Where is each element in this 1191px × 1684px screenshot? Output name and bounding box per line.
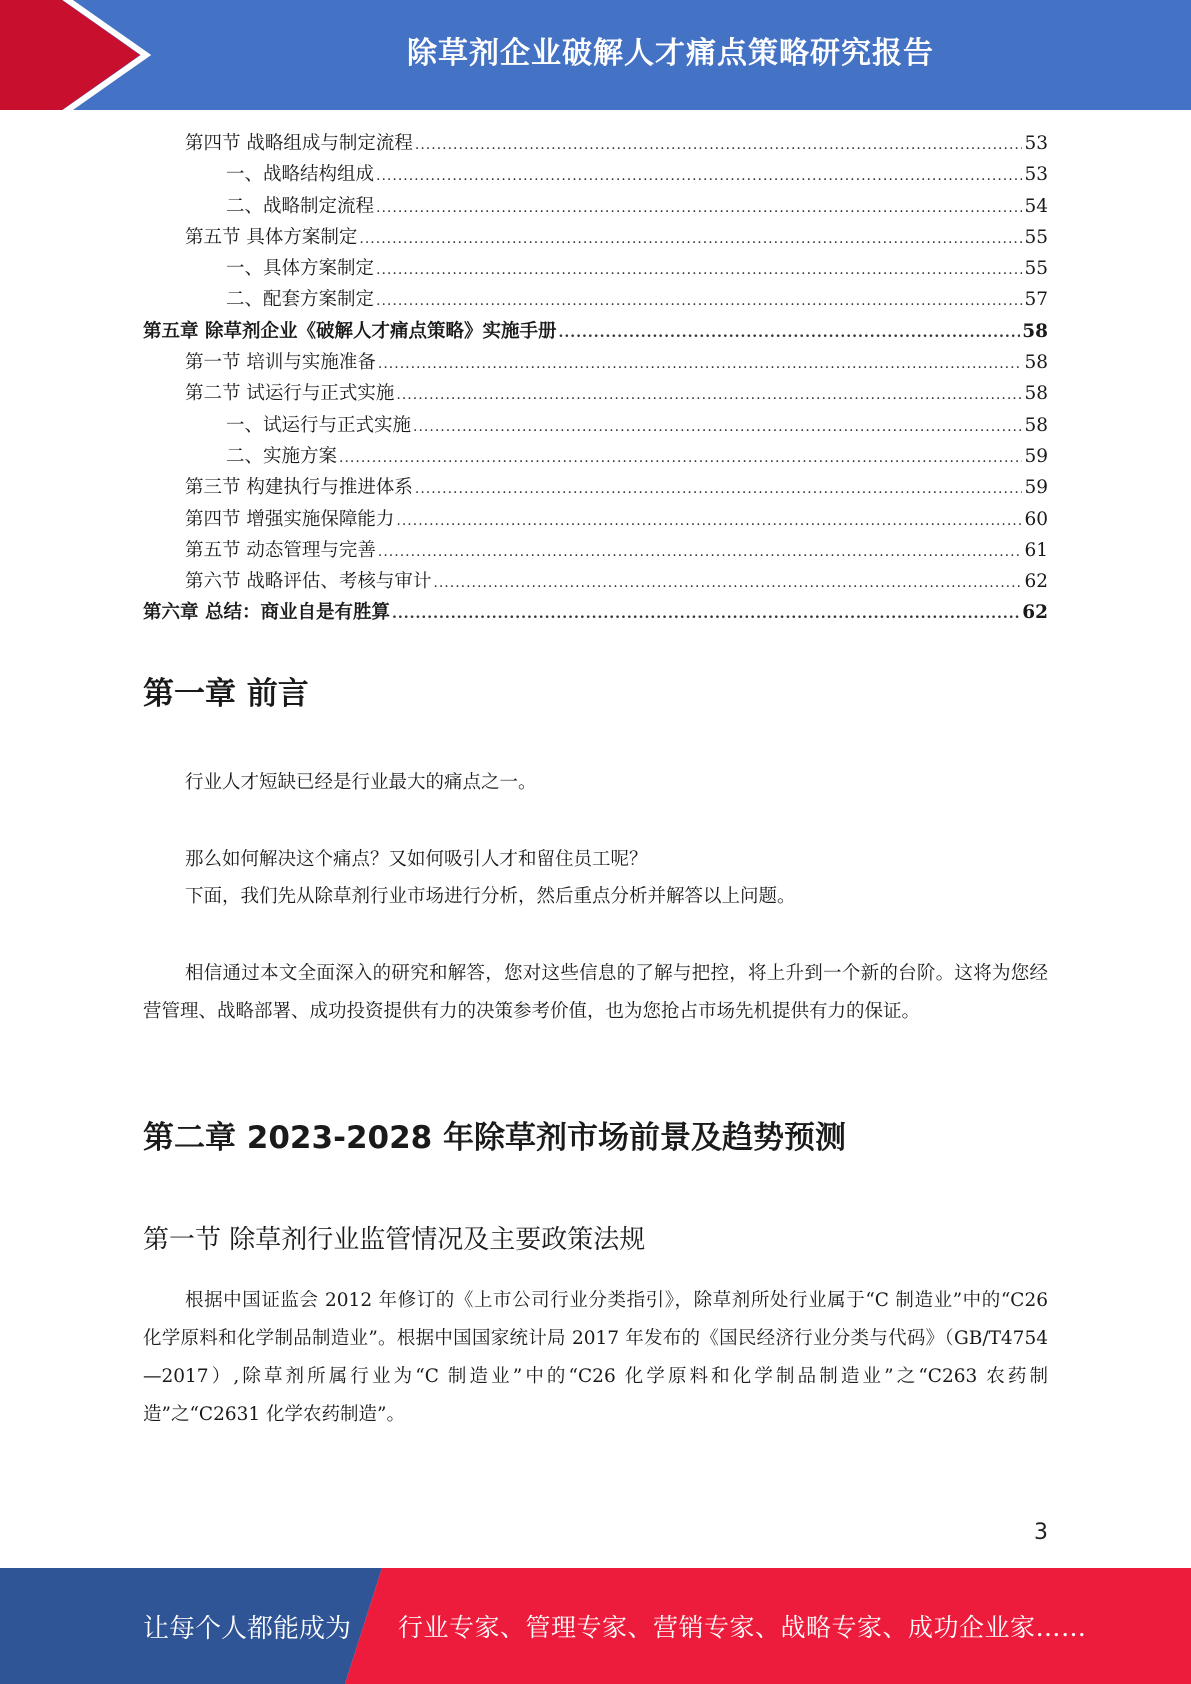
toc-leader-dots [359, 224, 1022, 255]
toc-entry-page: 62 [1022, 602, 1048, 624]
toc-entry-title: 一、试运行与正式实施 [226, 414, 412, 436]
toc-entry-page: 58 [1024, 414, 1048, 436]
toc-entry[interactable] [143, 597, 1048, 628]
toc-leader-dots [558, 318, 1020, 349]
toc-entry-title: 第三节 构建执行与推进体系 [185, 477, 413, 499]
toc-entry-title: 二、配套方案制定 [226, 289, 375, 311]
toc-entry-page: 53 [1024, 164, 1048, 186]
chapter-1-title: 第一章 前言 [143, 676, 309, 712]
toc-entry-page: 62 [1024, 571, 1048, 593]
toc-entry-title: 一、战略结构组成 [226, 164, 375, 186]
toc-entry[interactable] [143, 159, 1048, 190]
toc-entry-title: 第五节 具体方案制定 [185, 226, 358, 248]
toc-leader-dots [376, 193, 1022, 224]
page-number: 3 [1034, 1520, 1048, 1545]
toc-entry[interactable] [143, 410, 1048, 441]
toc-entry-page: 58 [1022, 320, 1048, 342]
toc-entry[interactable] [143, 566, 1048, 597]
toc-entry[interactable] [143, 472, 1048, 503]
toc-leader-dots [378, 349, 1023, 380]
chapter-1-paragraph-2: 那么如何解决这个痛点？又如何吸引人才和留住员工呢？ [185, 849, 648, 870]
footer-slogan-left: 让每个人都能成为 [143, 1613, 352, 1644]
toc-entry-page: 61 [1024, 539, 1048, 561]
toc-leader-dots [378, 537, 1023, 568]
toc-entry-page: 57 [1024, 289, 1048, 311]
toc-leader-dots [433, 568, 1022, 599]
toc-entry-title: 第一节 培训与实施准备 [185, 352, 376, 374]
footer-slogan-right: 行业专家、管理专家、营销专家、战略专家、成功企业家…… [398, 1613, 1087, 1642]
page-footer [0, 1568, 1191, 1684]
toc-leader-dots [415, 474, 1023, 505]
toc-leader-dots [376, 161, 1022, 192]
chapter-1-paragraph-4: 相信通过本文全面深入的研究和解答，您对这些信息的了解与把控，将上升到一个新的台阶。这将为您经营管理、战略部署、成功投资提供有力的决策参考价值，也为您抢占市场先机提供有力的保证。 [143, 963, 1048, 1022]
page-header [0, 0, 1191, 110]
toc-entry[interactable] [143, 504, 1048, 535]
section-1-paragraph-1: 根据中国证监会 2012 年修订的《上市公司行业分类指引》，除草剂所处行业属于“C 制造业”中的“C26 化学原料和化学制品制造业”。根据中国国家统计局 2017 年发布的《国民经济行业分类与代码》（GB/T4754—2017）,除草剂所属行业为“C 制造业”中的“C26 化学原料和化学制品制造业”之“C263 农药制造”之“C2631 化学农药制造”。 [143, 1290, 1048, 1425]
toc-entry-title: 第四节 战略组成与制定流程 [185, 133, 413, 154]
toc-entry[interactable] [143, 347, 1048, 378]
toc-entry-page: 58 [1024, 352, 1048, 374]
toc-entry-title: 第五章 除草剂企业《破解人才痛点策略》实施手册 [143, 320, 557, 342]
toc-leader-dots [396, 506, 1022, 537]
toc-entry-title: 第二节 试运行与正式实施 [185, 383, 395, 405]
toc-entry-page: 60 [1024, 508, 1048, 530]
toc-leader-dots [376, 255, 1022, 286]
toc-entry-title: 第六节 战略评估、考核与审计 [185, 571, 432, 593]
toc-entry-page: 58 [1024, 383, 1048, 405]
toc-leader-dots [413, 412, 1022, 443]
toc-entry-title: 第四节 增强实施保障能力 [185, 508, 395, 530]
toc-entry-page: 53 [1024, 133, 1048, 154]
toc-entry-title: 二、战略制定流程 [226, 195, 375, 217]
toc-entry-page: 54 [1024, 195, 1048, 217]
header-arrow-icon [0, 0, 160, 110]
toc-entry-page: 59 [1024, 477, 1048, 499]
chapter-2-title: 第二章 2023-2028 年除草剂市场前景及趋势预测 [143, 1120, 847, 1156]
table-of-contents [143, 128, 1048, 629]
toc-entry[interactable] [143, 535, 1048, 566]
toc-entry[interactable] [143, 222, 1048, 253]
section-1-title: 第一节 除草剂行业监管情况及主要政策法规 [143, 1225, 646, 1255]
toc-entry[interactable] [143, 378, 1048, 409]
toc-entry-page: 59 [1024, 445, 1048, 467]
toc-leader-dots [376, 286, 1022, 317]
toc-entry-page: 55 [1024, 258, 1048, 280]
toc-entry[interactable] [143, 128, 1048, 159]
chapter-1-paragraph-1: 行业人才短缺已经是行业最大的痛点之一。 [185, 772, 537, 793]
toc-entry-page: 55 [1024, 226, 1048, 248]
toc-leader-dots [339, 443, 1022, 474]
toc-entry-title: 一、具体方案制定 [226, 258, 375, 280]
toc-leader-dots [396, 380, 1022, 411]
toc-entry-title: 第五节 动态管理与完善 [185, 539, 376, 561]
chapter-1-paragraph-3: 下面，我们先从除草剂行业市场进行分析，然后重点分析并解答以上问题。 [185, 886, 796, 907]
toc-entry[interactable] [143, 316, 1048, 347]
toc-entry[interactable] [143, 441, 1048, 472]
toc-entry-title: 第六章 总结：商业自是有胜算 [143, 602, 390, 624]
toc-entry[interactable] [143, 253, 1048, 284]
toc-leader-dots [415, 130, 1023, 161]
toc-entry[interactable] [143, 191, 1048, 222]
toc-entry-title: 二、实施方案 [226, 445, 338, 467]
report-title: 除草剂企业破解人才痛点策略研究报告 [407, 36, 934, 71]
toc-entry[interactable] [143, 284, 1048, 315]
toc-leader-dots [392, 599, 1020, 630]
